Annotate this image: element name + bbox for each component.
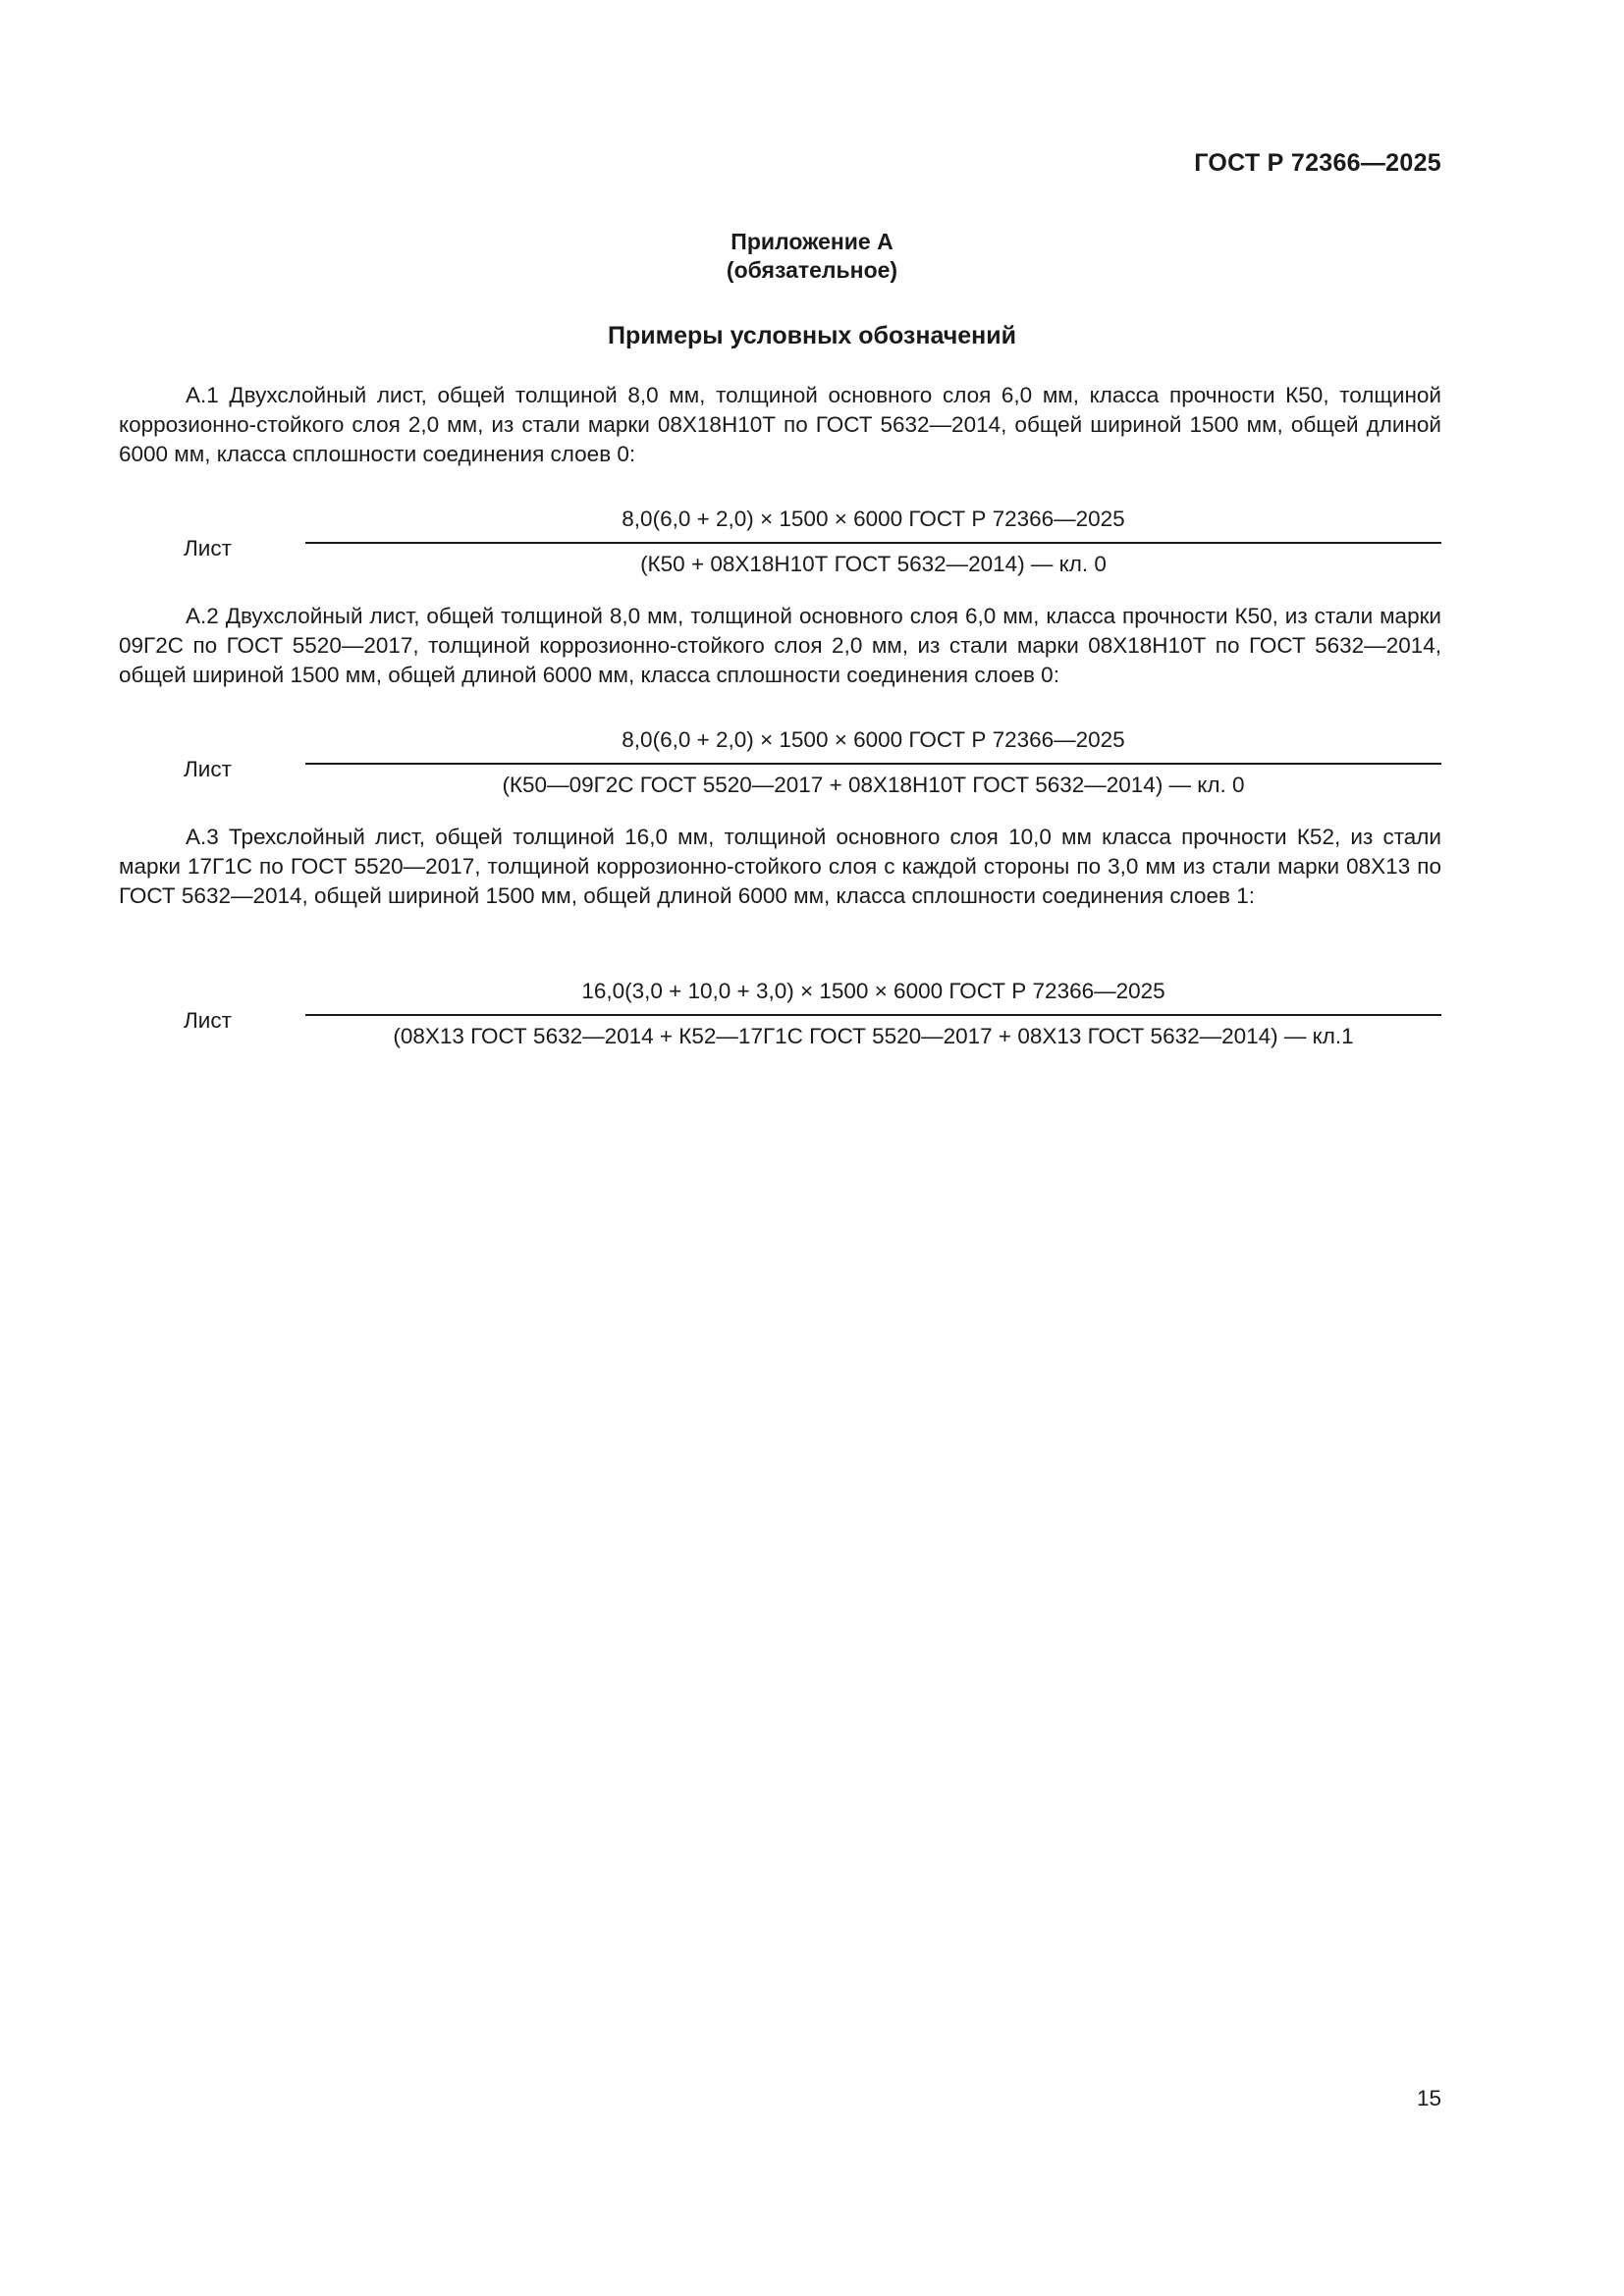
formula-denominator: (08Х13 ГОСТ 5632—2014 + К52—17Г1С ГОСТ 5520—2017 + 08Х13 ГОСТ 5632—2014) — кл.1 [393, 1024, 1354, 1048]
paragraph-a1 [119, 381, 1441, 469]
formula-label: Лист [184, 757, 232, 781]
appendix-title: Приложение А [731, 229, 893, 254]
paragraph-a3 [119, 823, 1441, 911]
fraction-bar [305, 542, 1441, 544]
formula-a3 [119, 979, 1441, 1057]
formula-a2 [119, 727, 1441, 806]
appendix-heading [0, 228, 1624, 285]
formula-numerator: 8,0(6,0 + 2,0) × 1500 × 6000 ГОСТ Р 72366—2025 [622, 727, 1125, 752]
formula-a1 [119, 507, 1441, 585]
section-title: Примеры условных обозначений [608, 322, 1016, 349]
paragraph-a2 [119, 602, 1441, 690]
formula-denominator: (К50—09Г2С ГОСТ 5520—2017 + 08Х18Н10Т ГОСТ 5632—2014) — кл. 0 [502, 773, 1245, 797]
page-number: 15 [1416, 2086, 1441, 2110]
formula-label: Лист [184, 536, 232, 561]
appendix-status: (обязательное) [726, 257, 898, 283]
paragraph-a2-text: А.2 Двухслойный лист, общей толщиной 8,0 мм, толщиной основного слоя 6,0 мм, класса прочности К50, из стали марки 09Г2С по ГОСТ 5520—2017, толщиной коррозионно-стойкого слоя 2,0 мм, из стали марки 08Х18Н10Т по ГОСТ 5632—2014, общей шириной 1500 мм, общей длиной 6000 мм, класса сплошности соединения слоев 0: [119, 604, 1441, 687]
formula-numerator: 16,0(3,0 + 10,0 + 3,0) × 1500 × 6000 ГОСТ Р 72366—2025 [581, 979, 1165, 1003]
paragraph-a1-text: А.1 Двухслойный лист, общей толщиной 8,0 мм, толщиной основного слоя 6,0 мм, класса прочности К50, толщиной коррозионно-стойкого слоя 2,0 мм, из стали марки 08Х18Н10Т по ГОСТ 5632—2014, общей шириной 1500 мм, общей длиной 6000 мм, класса сплошности соединения слоев 0: [119, 383, 1441, 466]
fraction-bar [305, 763, 1441, 765]
formula-denominator: (К50 + 08Х18Н10Т ГОСТ 5632—2014) — кл. 0 [640, 552, 1107, 576]
formula-label: Лист [184, 1008, 232, 1033]
document-code: ГОСТ Р 72366—2025 [1194, 149, 1441, 177]
fraction-bar [305, 1014, 1441, 1016]
formula-numerator: 8,0(6,0 + 2,0) × 1500 × 6000 ГОСТ Р 72366—2025 [622, 507, 1125, 531]
paragraph-a3-text: А.3 Трехслойный лист, общей толщиной 16,0 мм, толщиной основного слоя 10,0 мм класса прочности К52, из стали марки 17Г1С по ГОСТ 5520—2017, толщиной коррозионно-стойкого слоя с каждой стороны по 3,0 мм из стали марки 08Х13 по ГОСТ 5632—2014, общей шириной 1500 мм, общей длиной 6000 мм, класса сплошности соединения слоев 1: [119, 825, 1441, 908]
